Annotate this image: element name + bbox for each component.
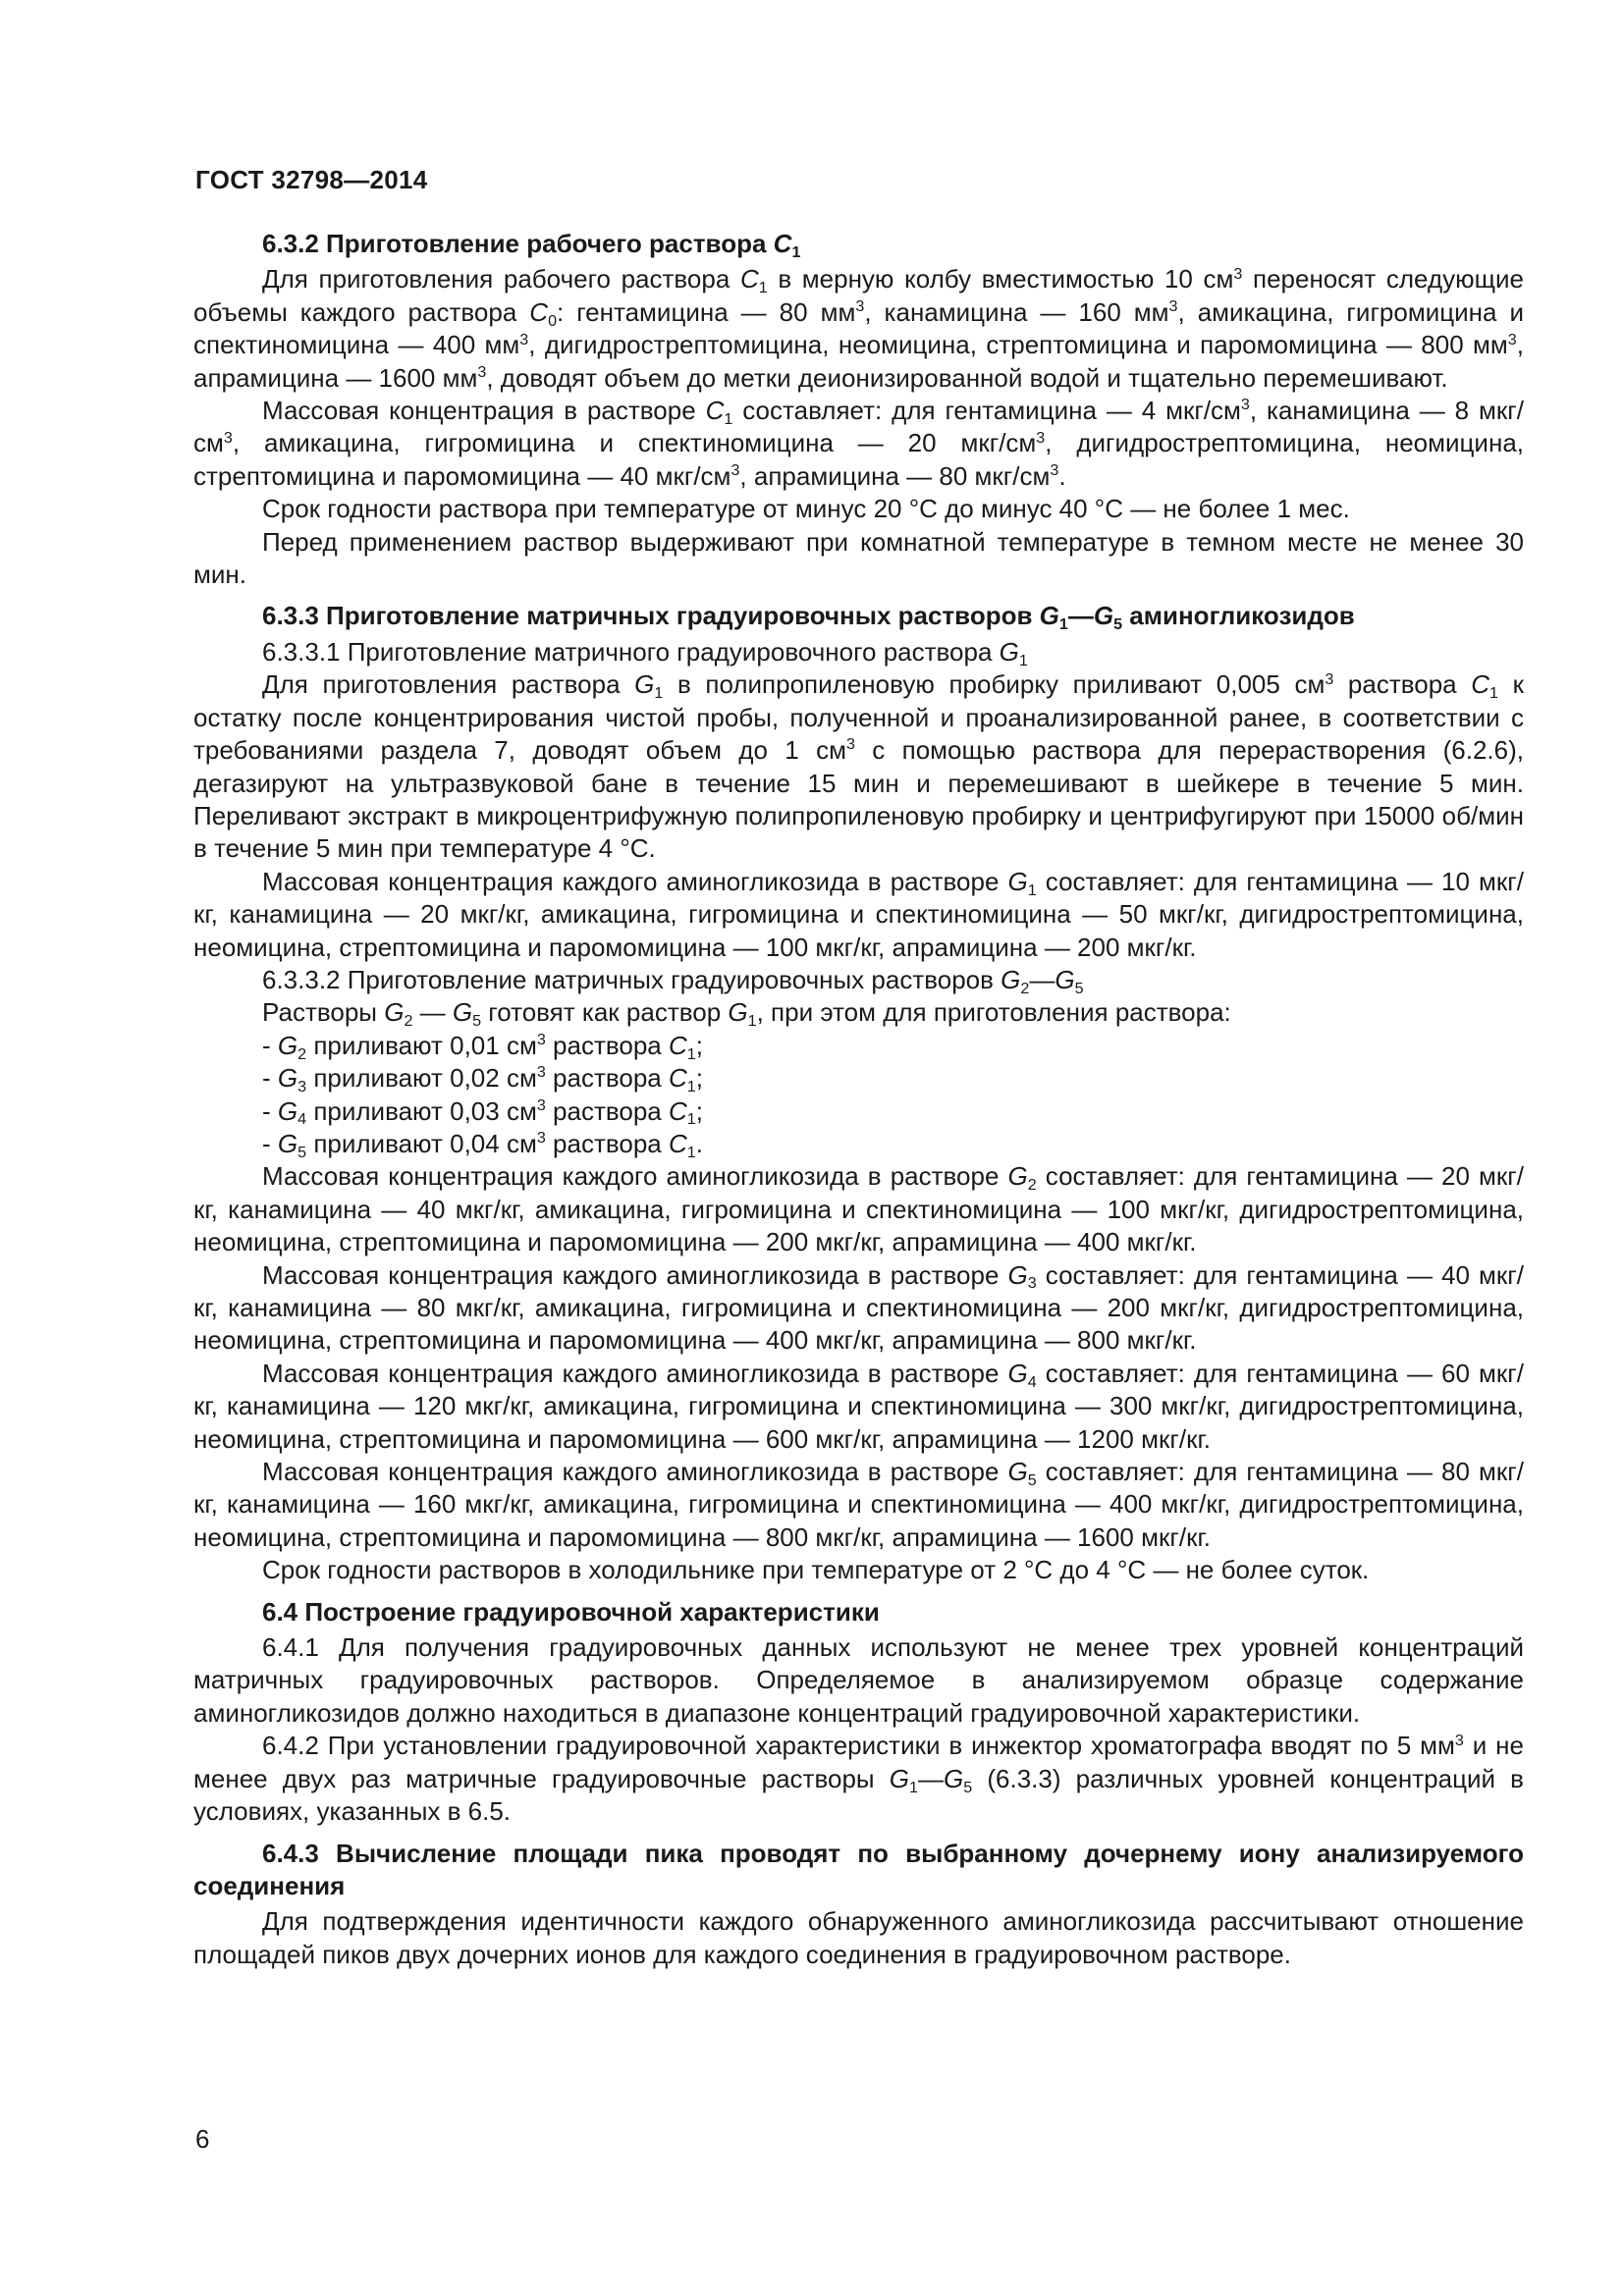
section-heading: 6.3.3 Приготовление матричных градуировочных растворов $G_1—G_5$ аминогликозидов: [262, 601, 1355, 634]
paragraph: Массовая концентрация каждого аминогликозида в растворе $G_5$ составляет: для гентамицина — 80 мкг/кг, канамицина — 160 мкг/кг, амикацина, гигромицина и спектиномицина — 400 мкг/кг, дигидрострептомицина, неомицина, стрептомицина и паромомицина — 800 мкг/кг, апрамицина — 1600 мкг/кг.: [193, 1457, 1524, 1552]
paragraph: Массовая концентрация в растворе $С_1$ составляет: для гентамицина — 4 мкг/$см^3$, канамицина — 8 мкг/$см^3$, амикацина, гигромицина и спектиномицина — 20 мкг/$см^3$, дигидрострептомицина, неомицина, стрептомицина и паромомицина — 40 мкг/$см^3$, апрамицина — 80 мкг/$см^3$.: [193, 396, 1524, 491]
paragraph: Растворы $G_2$ — $G_5$ готовят как раствор $G_1$, при этом для приготовления раствора:: [262, 997, 1231, 1031]
paragraph: - $G_4$ приливают 0,03 $см^3$ раствора $С_1$;: [262, 1095, 703, 1129]
paragraph: Массовая концентрация каждого аминогликозида в растворе $G_2$ составляет: для гентамицина — 20 мкг/кг, канамицина — 40 мкг/кг, амикацина, гигромицина и спектиномицина — 100 мкг/кг, дигидрострептомицина, неомицина, стрептомицина и паромомицина — 200 мкг/кг, апрамицина — 400 мкг/кг.: [193, 1161, 1524, 1257]
paragraph: 6.4.1 Для получения градуировочных данных используют не менее трех уровней концентраций матричных градуировочных растворов. Определяемое в анализируемом образце содержание аминогликозидов должно находиться в диапазоне концентраций градуировочной характеристики.: [193, 1632, 1524, 1728]
paragraph: Срок годности раствора при температуре от минус 20 °С до минус 40 °С — не более 1 мес.: [262, 494, 1350, 524]
paragraph: Для приготовления рабочего раствора $С_1$ в мерную колбу вместимостью 10 $см^3$ переносят следующие объемы каждого раствора $С_0$: гентамицина — 80 $мм^3$, канамицина — 160 $мм^3$, амикацина, гигромицина и спектиномицина — 400 $мм^3$, дигидрострептомицина, неомицина, стрептомицина и паромомицина — 800 $мм^3$, апрамицина — 1600 $мм^3$, доводят объем до метки деионизированной водой и тщательно перемешивают.: [193, 264, 1524, 393]
paragraph: 6.3.3.2 Приготовление матричных градуировочных растворов $G_2—G_5$: [262, 964, 1084, 997]
page-number: 6: [195, 2124, 210, 2154]
paragraph: - $G_3$ приливают 0,02 $см^3$ раствора $С_1$;: [262, 1063, 703, 1095]
section-heading: 6.4 Построение градуировочной характеристики: [262, 1596, 880, 1627]
paragraph: Массовая концентрация каждого аминогликозида в растворе $G_3$ составляет: для гентамицина — 40 мкг/кг, канамицина — 80 мкг/кг, амикацина, гигромицина и спектиномицина — 200 мкг/кг, дигидрострептомицина, неомицина, стрептомицина и паромомицина — 400 мкг/кг, апрамицина — 800 мкг/кг.: [193, 1259, 1524, 1356]
document-header: ГОСТ 32798—2014: [195, 165, 428, 194]
paragraph: 6.4.2 При установлении градуировочной характеристики в инжектор хроматографа вводят по 5 $мм^3$ и не менее двух раз матричные градуировочные растворы $G_1—G_5$ (6.3.3) различных уровней концентраций в условиях, указанных в 6.5.: [193, 1731, 1524, 1827]
paragraph: Срок годности растворов в холодильнике при температуре от 2 °С до 4 °С — не более суток.: [262, 1555, 1370, 1585]
paragraph: Перед применением раствор выдерживают при комнатной температуре в темном месте не менее 30 мин.: [193, 526, 1524, 590]
paragraph: Массовая концентрация каждого аминогликозида в растворе $G_4$ составляет: для гентамицина — 60 мкг/кг, канамицина — 120 мкг/кг, амикацина, гигромицина и спектиномицина — 300 мкг/кг, дигидрострептомицина, неомицина, стрептомицина и паромомицина — 600 мкг/кг, апрамицина — 1200 мкг/кг.: [193, 1358, 1524, 1454]
section-heading: 6.4.3 Вычисление площади пика проводят по выбранному дочернему иону анализируемого соединения: [193, 1838, 1524, 1900]
paragraph: Массовая концентрация каждого аминогликозида в растворе $G_1$ составляет: для гентамицина — 10 мкг/кг, канамицина — 20 мкг/кг, амикацина, гигромицина и спектиномицина — 50 мкг/кг, дигидрострептомицина, неомицина, стрептомицина и паромомицина — 100 мкг/кг, апрамицина — 200 мкг/кг.: [193, 866, 1524, 962]
paragraph: - $G_2$ приливают 0,01 $см^3$ раствора $С_1$;: [262, 1030, 703, 1063]
paragraph: Для подтверждения идентичности каждого обнаруженного аминогликозида рассчитывают отношение площадей пиков двух дочерних ионов для каждого соединения в градуировочном растворе.: [193, 1906, 1524, 1969]
section-heading: 6.3.2 Приготовление рабочего раствора $С_1$: [262, 229, 801, 261]
document-body: [193, 228, 1524, 1971]
paragraph: - $G_5$ приливают 0,04 $см^3$ раствора $С_1$.: [262, 1128, 703, 1161]
paragraph: 6.3.3.1 Приготовление матричного градуировочного раствора $G_1$: [262, 636, 1028, 669]
paragraph: Для приготовления раствора $G_1$ в полипропиленовую пробирку приливают 0,005 $см^3$ раствора $С_1$ к остатку после концентрирования чистой пробы, полученной и проанализированной ранее, в соответствии с требованиями раздела 7, доводят объем до 1 $см^3$ с помощью раствора для перерастворения (6.2.6), дегазируют на ультразвуковой бане в течение 15 мин и перемешивают в шейкере в течение 5 мин. Переливают экстракт в микроцентрифужную полипропиленовую пробирку и центрифугируют при 15000 об/мин в течение 5 мин при температуре 4 °С.: [193, 669, 1524, 864]
